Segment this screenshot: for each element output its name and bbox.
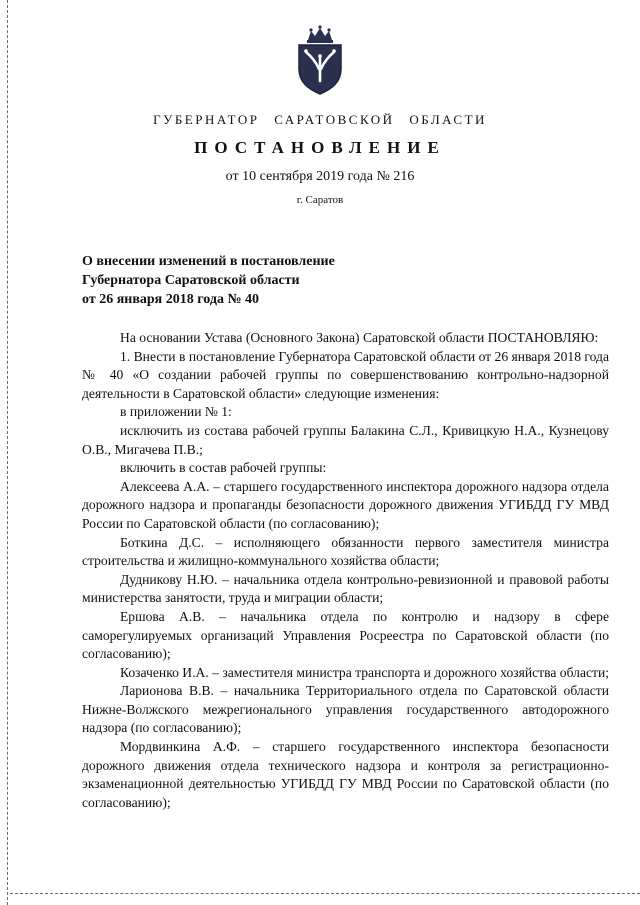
paragraph: 1. Внести в постановление Губернатора Саратовской области от 26 января 2018 года № 40 «О создании рабочей группы по совершенствованию контрольно-надзорной деятельности в Саратовской области» следующие изменения: <box>82 348 609 401</box>
doc-city: г. Саратов <box>296 194 344 206</box>
page-edge-bottom <box>10 893 640 894</box>
doc-subject-line: О внесении изменений в постановление <box>82 254 335 269</box>
page-edge-left <box>7 0 8 905</box>
paragraph: Боткина Д.С. – исполняющего обязанности первого заместителя министра строительства и жилищно-коммунального хозяйства области; <box>82 534 609 569</box>
paragraph: На основании Устава (Основного Закона) Саратовской области ПОСТАНОВЛЯЮ: <box>120 330 599 345</box>
paragraph: Козаченко И.А. – заместителя министра транспорта и дорожного хозяйства области; <box>120 664 610 680</box>
org-name: ГУБЕРНАТОР САРАТОВСКОЙ ОБЛАСТИ <box>153 112 487 127</box>
paragraph: исключить из состава рабочей группы Балакина С.Л., Кривицкую Н.А., Кузнецову О.В., Мигачева П.В.; <box>82 422 609 457</box>
paragraph: включить в состав рабочей группы: <box>120 460 327 476</box>
paragraph: Ершова А.В. – начальника отдела по контролю и надзору в сфере саморегулируемых организаций Управления Росреестра по Саратовской области (по согласованию); <box>82 608 609 662</box>
doc-subject-line: Губернатора Саратовской области <box>82 273 300 288</box>
doc-type-title: ПОСТАНОВЛЕНИЕ <box>194 138 446 157</box>
paragraph: Мордвинкина А.Ф. – старшего государственного инспектора безопасности дорожного движения отдела технического надзора и контроля за регистрационно-экзаменационной деятельностью УГИБДД ГУ МВД России по Саратовской области (по согласованию); <box>82 739 609 810</box>
paragraph: Ларионова В.В. – начальника Территориального отдела по Саратовской области Нижне-Волжского межрегионального управления государственного автодорожного надзора (по согласованию); <box>82 683 609 736</box>
coat-of-arms-icon <box>0 0 640 100</box>
doc-subject-title <box>82 252 608 309</box>
doc-date-number: от 10 сентября 2019 года № 216 <box>225 169 415 184</box>
doc-subject-line: от 26 января 2018 года № 40 <box>82 292 260 307</box>
doc-body <box>82 329 609 812</box>
paragraph: Алексеева А.А. – старшего государственного инспектора дорожного надзора отдела дорожного надзора и пропаганды безопасности дорожного движения УГИБДД ГУ МВД России по Саратовской области (по согласованию); <box>82 478 609 531</box>
paragraph: Дудникову Н.Ю. – начальника отдела контрольно-ревизионной и правовой работы министерства занятости, труда и миграции области; <box>82 571 609 606</box>
paragraph: в приложении № 1: <box>120 404 232 420</box>
